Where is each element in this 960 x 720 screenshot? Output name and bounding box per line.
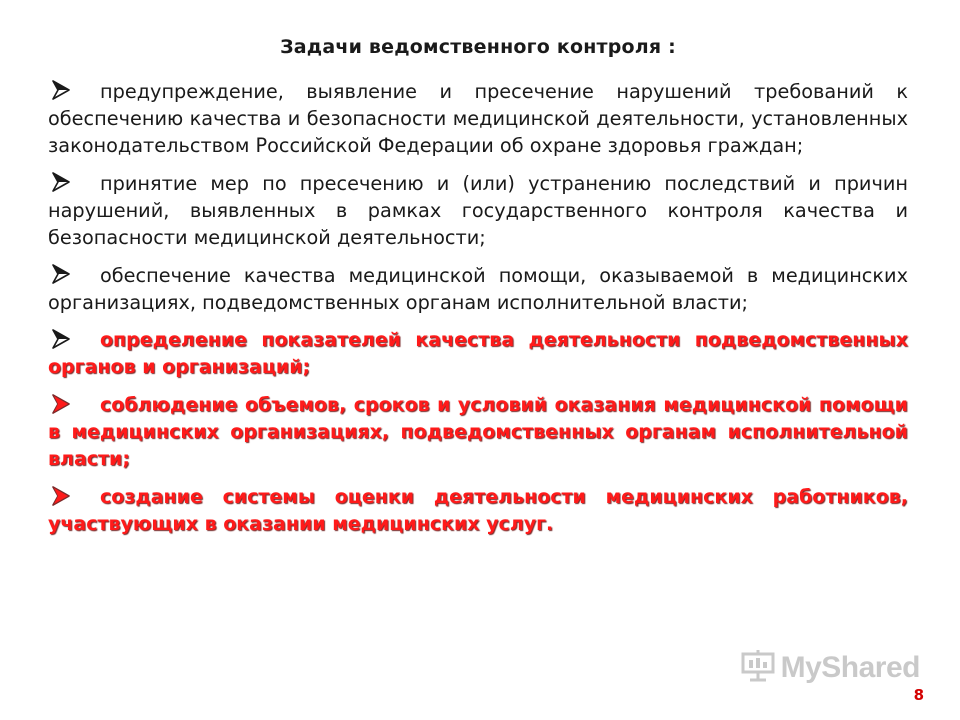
tasks-list <box>48 78 908 538</box>
list-item-text: создание системы оценки деятельности медицинских работников, участвующих в оказании медицинских услуг. <box>48 486 908 535</box>
arrowhead-bullet-icon <box>52 394 70 414</box>
arrowhead-bullet-icon <box>52 80 70 100</box>
list-item-highlighted <box>48 484 908 538</box>
watermark <box>741 650 920 686</box>
list-item-text: обеспечение качества медицинской помощи, оказываемой в медицинских организациях, подведомственных органам исполнительной власти; <box>48 264 908 314</box>
slide-title: Задачи ведомственного контроля : <box>280 36 676 58</box>
list-item-text: соблюдение объемов, сроков и условий оказания медицинской помощи в медицинских организациях, подведомственных органам исполнительной власти; <box>48 394 908 470</box>
list-item <box>48 78 908 159</box>
arrowhead-bullet-icon <box>52 264 70 284</box>
arrowhead-bullet-icon <box>52 486 70 506</box>
list-item <box>48 170 908 251</box>
watermark-text: MyShared <box>780 651 920 684</box>
page-number: 8 <box>913 686 924 704</box>
presentation-board-icon <box>741 650 775 686</box>
list-item-highlighted <box>48 392 908 473</box>
list-item-text: предупреждение, выявление и пресечение нарушений требований к обеспечению качества и безопасности медицинской деятельности, установленных законодательством Российской Федерации об охране здоровья граждан; <box>48 80 908 157</box>
list-item-text: принятие мер по пресечению и (или) устранению последствий и причин нарушений, выявленных в рамках государственного контроля качества и безопасности медицинской деятельности; <box>48 172 908 249</box>
arrowhead-bullet-icon <box>52 329 70 349</box>
list-item <box>48 262 908 316</box>
list-item-text: определение показателей качества деятельности подведомственных органов и организаций; <box>48 329 908 378</box>
list-item-highlighted <box>48 327 908 381</box>
arrowhead-bullet-icon <box>52 172 70 192</box>
